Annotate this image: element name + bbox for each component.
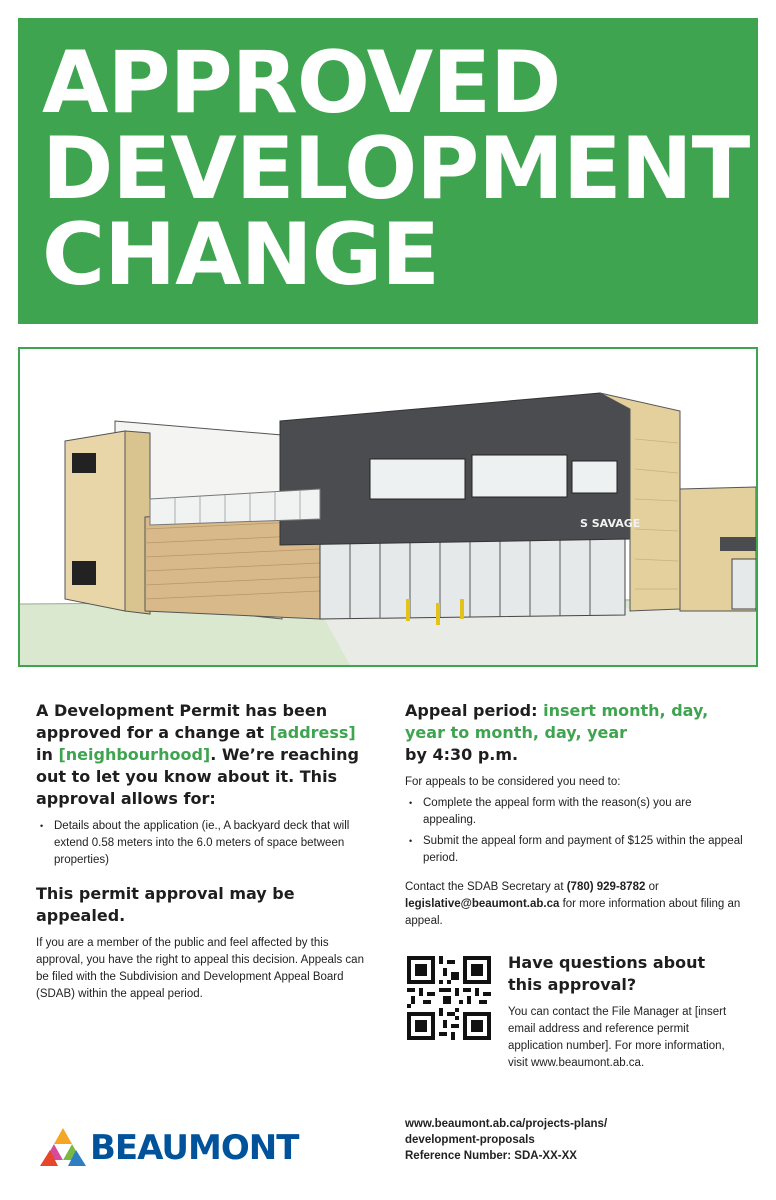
intro-paragraph [36,700,372,810]
building-illustration [20,349,756,665]
requirement-item: • Complete the appeal form with the reason(s) you are appealing. [405,795,745,829]
website-link-line-2[interactable]: development-proposals [405,1134,535,1146]
details-list [36,818,372,869]
details-item: • Details about the application (ie., A backyard deck that will extend 0.58 meters into the 6.0 meters of space between properties) [36,818,372,869]
appeal-period-heading [405,700,745,766]
appeal-heading: This permit approval may be appealed. [36,884,295,925]
contact-text-2: or [645,881,659,893]
right-column [405,700,745,1090]
title-banner [18,18,758,324]
intro-text-2: in [36,745,59,764]
appeal-body: If you are a member of the public and feel affected by this approval, you have the right to appeal this decision. Appeals can be filed with the Subdivision and Development Appeal Board (SDAB) within the appeal period. [36,937,364,1000]
building-rendering [18,347,758,667]
reference-number: Reference Number: SDA-XX-XX [405,1150,577,1162]
sdab-phone[interactable]: (780) 929-8782 [566,881,646,893]
beaumont-emblem-icon [38,1126,88,1168]
requirements-intro: For appeals to be considered you need to: [405,776,621,788]
questions-heading: Have questions about this approval? [508,953,706,994]
requirement-item: • Submit the appeal form and payment of $125 within the appeal period. [405,833,745,867]
questions-block [405,952,745,1090]
logo-wordmark: BEAUMONT [90,1128,299,1168]
website-link-line-1[interactable]: www.beaumont.ab.ca/projects-plans/ [405,1118,608,1130]
appeal-period-dates: insert month, day, year to month, day, year [405,701,709,742]
appeal-deadline: by 4:30 p.m. [405,745,519,764]
contact-text-3: for more information about filing an appeal. [405,898,741,927]
contact-text-1: Contact the SDAB Secretary at [405,881,567,893]
storefront-sign: S SAVAGE [580,517,641,530]
intro-text-1: A Development Permit has been approved for a change at [36,701,328,742]
title-line-1: APPROVED [42,33,561,133]
address-placeholder: [address] [269,723,356,742]
contact-paragraph [405,879,745,930]
requirements-list [405,795,745,867]
title-line-2: DEVELOPMENT [42,119,750,219]
title-line-3: CHANGE [42,205,439,305]
sdab-email-link[interactable]: legislative@beaumont.ab.ca [405,898,560,910]
footer-links [405,1116,607,1164]
questions-body: You can contact the File Manager at [insert email address and reference permit application number]. For more information, visit www.beaumont.ab.ca. [508,1006,727,1069]
appeal-period-label: Appeal period: [405,701,544,720]
neighbourhood-placeholder: [neighbourhood] [58,745,211,764]
questions-text [508,952,743,1072]
left-column [36,700,372,1003]
intro-text-3: . We’re reaching out to let you know about it. This approval allows for: [36,745,359,808]
qr-code-icon[interactable] [407,956,491,1040]
